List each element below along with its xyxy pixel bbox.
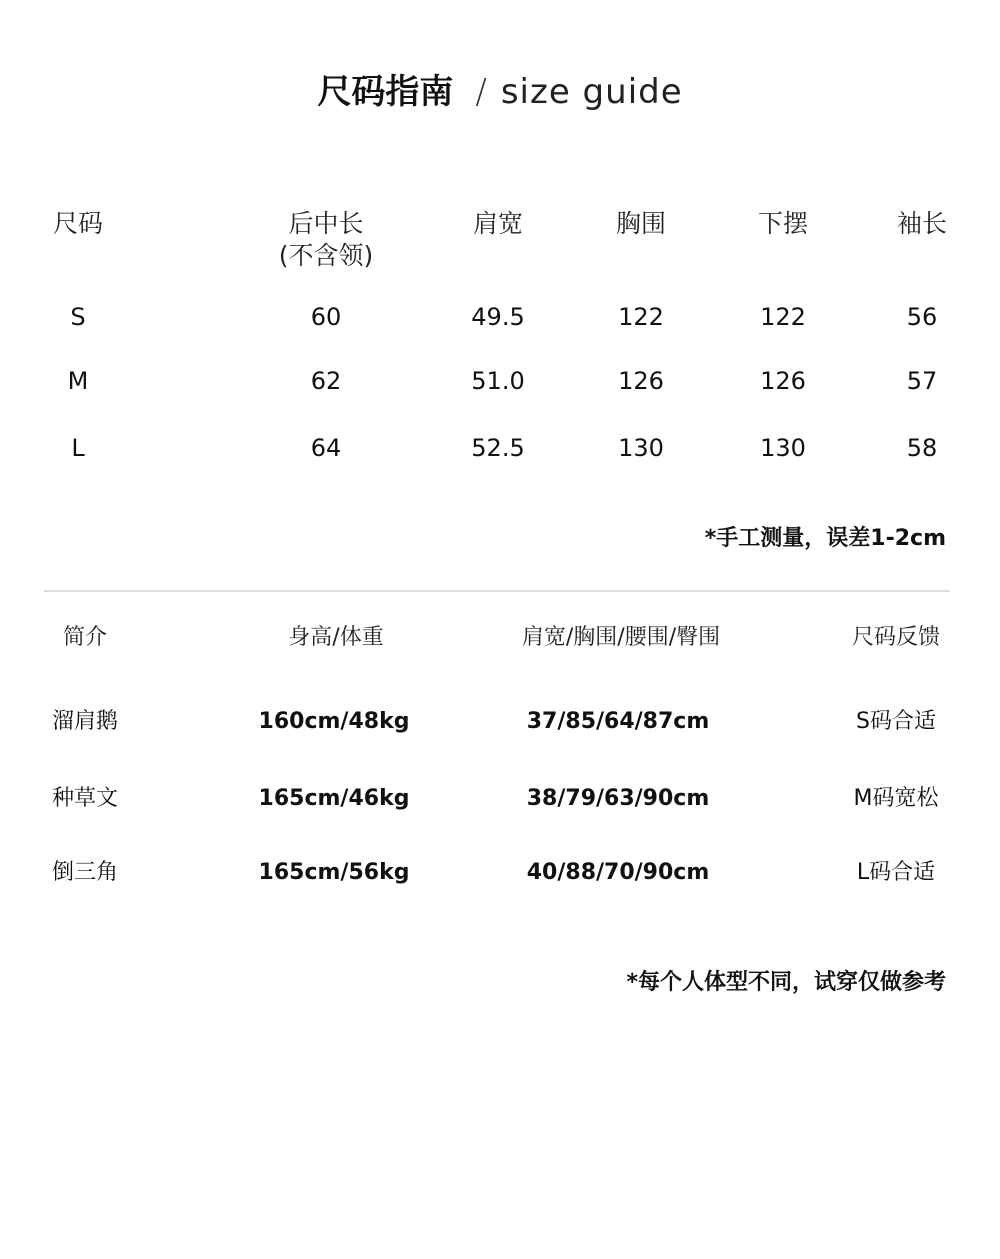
size-cell: 126: [760, 367, 806, 395]
fit-cell: 种草文: [51, 786, 119, 811]
size-cell: 58: [906, 434, 938, 462]
fit-header-measurements: 肩宽/胸围/腰围/臀围: [521, 625, 721, 650]
header-label: 尺码: [52, 209, 104, 238]
fit-cell: 40/88/70/90cm: [526, 860, 710, 885]
size-header-chest: [616, 208, 666, 240]
size-cell: S: [70, 303, 86, 331]
fit-disclaimer-note: *每个人体型不同，试穿仅做参考: [626, 970, 946, 995]
title-chinese: 尺码指南: [317, 72, 454, 112]
fit-cell: S码合适: [856, 709, 936, 734]
size-cell: L: [71, 434, 85, 462]
size-header-back-length: [279, 208, 374, 272]
size-header-size: [53, 208, 103, 240]
size-header-shoulder: [473, 208, 523, 240]
size-header-hem: [758, 208, 808, 240]
fit-cell: 倒三角: [51, 860, 119, 885]
size-cell: 52.5: [471, 434, 525, 462]
fit-cell: 37/85/64/87cm: [526, 709, 710, 734]
fit-cell: 38/79/63/90cm: [526, 786, 710, 811]
header-label: 下摆: [757, 209, 809, 238]
header-sublabel: (不含领): [278, 241, 374, 270]
size-cell: 64: [310, 434, 342, 462]
size-cell: M: [67, 367, 89, 395]
size-cell: 122: [760, 303, 806, 331]
size-cell: 62: [310, 367, 342, 395]
fit-cell: 160cm/48kg: [258, 709, 410, 734]
header-label: 胸围: [615, 209, 667, 238]
header-label: 肩宽: [472, 209, 524, 238]
size-cell: 122: [618, 303, 664, 331]
fit-cell: 溜肩鹅: [51, 709, 119, 734]
page-title: [0, 68, 1000, 116]
size-cell: 57: [906, 367, 938, 395]
fit-header-feedback: 尺码反馈: [851, 625, 941, 650]
header-label: 后中长: [288, 209, 364, 238]
size-cell: 56: [906, 303, 938, 331]
title-english: size guide: [500, 72, 683, 112]
size-cell: 49.5: [471, 303, 525, 331]
fit-header-height-weight: 身高/体重: [288, 625, 384, 650]
fit-cell: 165cm/56kg: [258, 860, 410, 885]
size-header-sleeve: [897, 208, 947, 240]
fit-cell: 165cm/46kg: [258, 786, 410, 811]
fit-cell: M码宽松: [853, 786, 939, 811]
size-cell: 60: [310, 303, 342, 331]
size-cell: 130: [618, 434, 664, 462]
size-cell: 126: [618, 367, 664, 395]
fit-header-profile: 简介: [62, 625, 108, 650]
size-cell: 130: [760, 434, 806, 462]
size-cell: 51.0: [471, 367, 525, 395]
section-divider: [44, 590, 950, 592]
measurement-note: *手工测量，误差1-2cm: [704, 526, 946, 551]
title-separator: /: [475, 72, 487, 112]
header-label: 袖长: [896, 209, 948, 238]
fit-cell: L码合适: [856, 860, 936, 885]
